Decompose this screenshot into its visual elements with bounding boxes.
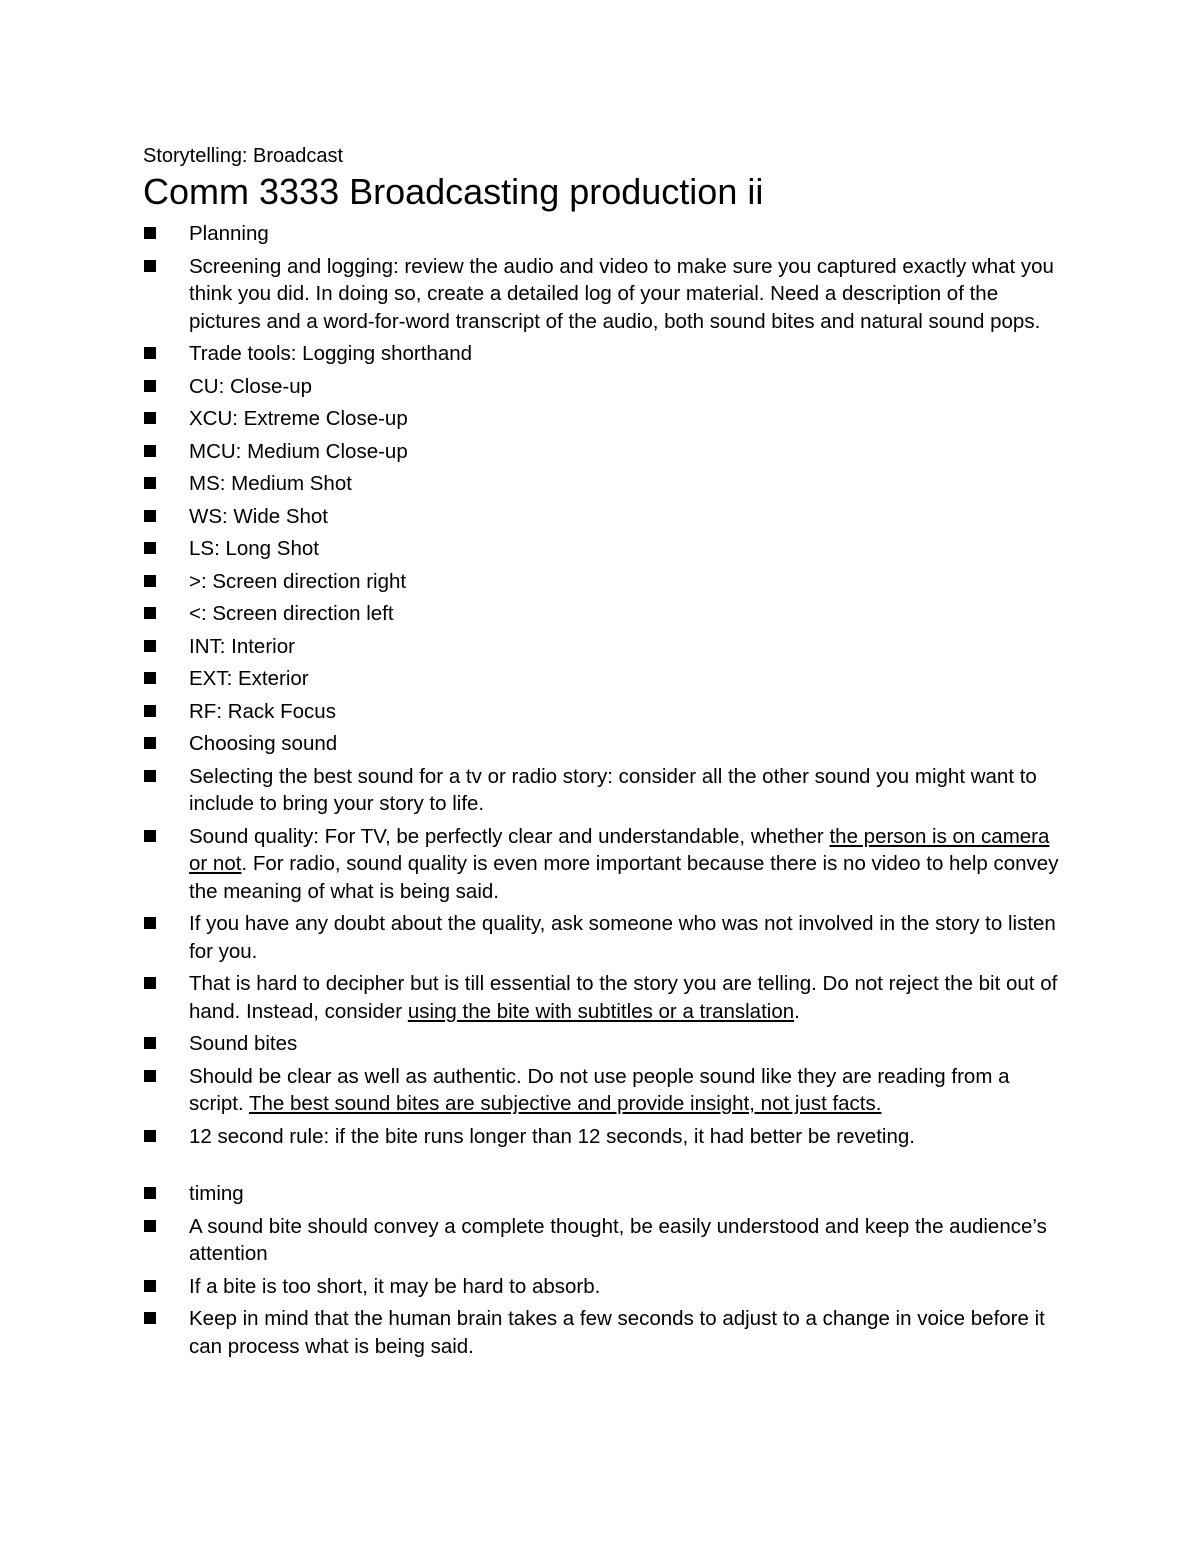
list-item: If a bite is too short, it may be hard to absorb. <box>143 1273 1063 1301</box>
list-item: MS: Medium Shot <box>143 470 1063 498</box>
list-item: timing <box>143 1180 1063 1208</box>
list-item: MCU: Medium Close-up <box>143 438 1063 466</box>
list-item: That is hard to decipher but is till essential to the story you are telling. Do not reject the bit out of hand. Instead, consider using the bite with subtitles or a translation. <box>143 970 1063 1025</box>
list-item: Planning <box>143 220 1063 248</box>
square-bullet-icon <box>144 1130 156 1142</box>
square-bullet-icon <box>144 412 156 424</box>
document-subtitle: Storytelling: Broadcast <box>143 145 344 167</box>
list-item: If you have any doubt about the quality, ask someone who was not involved in the story to listen for you. <box>143 910 1063 965</box>
square-bullet-icon <box>144 477 156 489</box>
square-bullet-icon <box>144 1280 156 1292</box>
square-bullet-icon <box>144 607 156 619</box>
list-item: A sound bite should convey a complete thought, be easily understood and keep the audience’s attention <box>143 1213 1063 1268</box>
list-item: Choosing sound <box>143 730 1063 758</box>
document-page <box>143 142 1063 1365</box>
square-bullet-icon <box>144 1220 156 1232</box>
list-item: <: Screen direction left <box>143 600 1063 628</box>
square-bullet-icon <box>144 510 156 522</box>
underlined-phrase: the person is on camera or not <box>189 824 1050 875</box>
list-item: Selecting the best sound for a tv or radio story: consider all the other sound you might want to include to bring your story to life. <box>143 763 1063 818</box>
list-item: Screening and logging: review the audio and video to make sure you captured exactly what you think you did. In doing so, create a detailed log of your material. Need a description of the pictures and a word-for-word transcript of the audio, both sound bites and natural sound pops. <box>143 253 1063 336</box>
underlined-phrase: The best sound bites are subjective and provide insight, not just facts. <box>249 1092 882 1115</box>
square-bullet-icon <box>144 917 156 929</box>
list-item: WS: Wide Shot <box>143 503 1063 531</box>
square-bullet-icon <box>144 575 156 587</box>
list-item: Trade tools: Logging shorthand <box>143 340 1063 368</box>
square-bullet-icon <box>144 1312 156 1324</box>
square-bullet-icon <box>144 347 156 359</box>
square-bullet-icon <box>144 705 156 717</box>
list-item: Should be clear as well as authentic. Do not use people sound like they are reading from a script. The best sound bites are subjective and provide insight, not just facts. <box>143 1063 1063 1118</box>
square-bullet-icon <box>144 737 156 749</box>
square-bullet-icon <box>144 640 156 652</box>
square-bullet-icon <box>144 445 156 457</box>
square-bullet-icon <box>144 380 156 392</box>
square-bullet-icon <box>144 1037 156 1049</box>
list-item: Sound quality: For TV, be perfectly clear and understandable, whether the person is on camera or not. For radio, sound quality is even more important because there is no video to help convey the meaning of what is being said. <box>143 823 1063 906</box>
bullet-list <box>143 220 1063 1360</box>
list-item: CU: Close-up <box>143 373 1063 401</box>
list-item: EXT: Exterior <box>143 665 1063 693</box>
square-bullet-icon <box>144 770 156 782</box>
square-bullet-icon <box>144 542 156 554</box>
list-item: Keep in mind that the human brain takes a few seconds to adjust to a change in voice before it can process what is being said. <box>143 1305 1063 1360</box>
square-bullet-icon <box>144 830 156 842</box>
underlined-phrase: using the bite with subtitles or a translation <box>407 999 795 1023</box>
square-bullet-icon <box>144 977 156 989</box>
square-bullet-icon <box>144 1070 156 1082</box>
square-bullet-icon <box>144 1187 156 1199</box>
square-bullet-icon <box>144 260 156 272</box>
list-item: 12 second rule: if the bite runs longer than 12 seconds, it had better be reveting. <box>143 1123 1063 1151</box>
list-item: Sound bites <box>143 1030 1063 1058</box>
list-item: RF: Rack Focus <box>143 698 1063 726</box>
list-item: INT: Interior <box>143 633 1063 661</box>
document-title: Comm 3333 Broadcasting production ii <box>143 171 764 212</box>
square-bullet-icon <box>144 227 156 239</box>
list-item: >: Screen direction right <box>143 568 1063 596</box>
list-item: XCU: Extreme Close-up <box>143 405 1063 433</box>
list-item: LS: Long Shot <box>143 535 1063 563</box>
square-bullet-icon <box>144 672 156 684</box>
